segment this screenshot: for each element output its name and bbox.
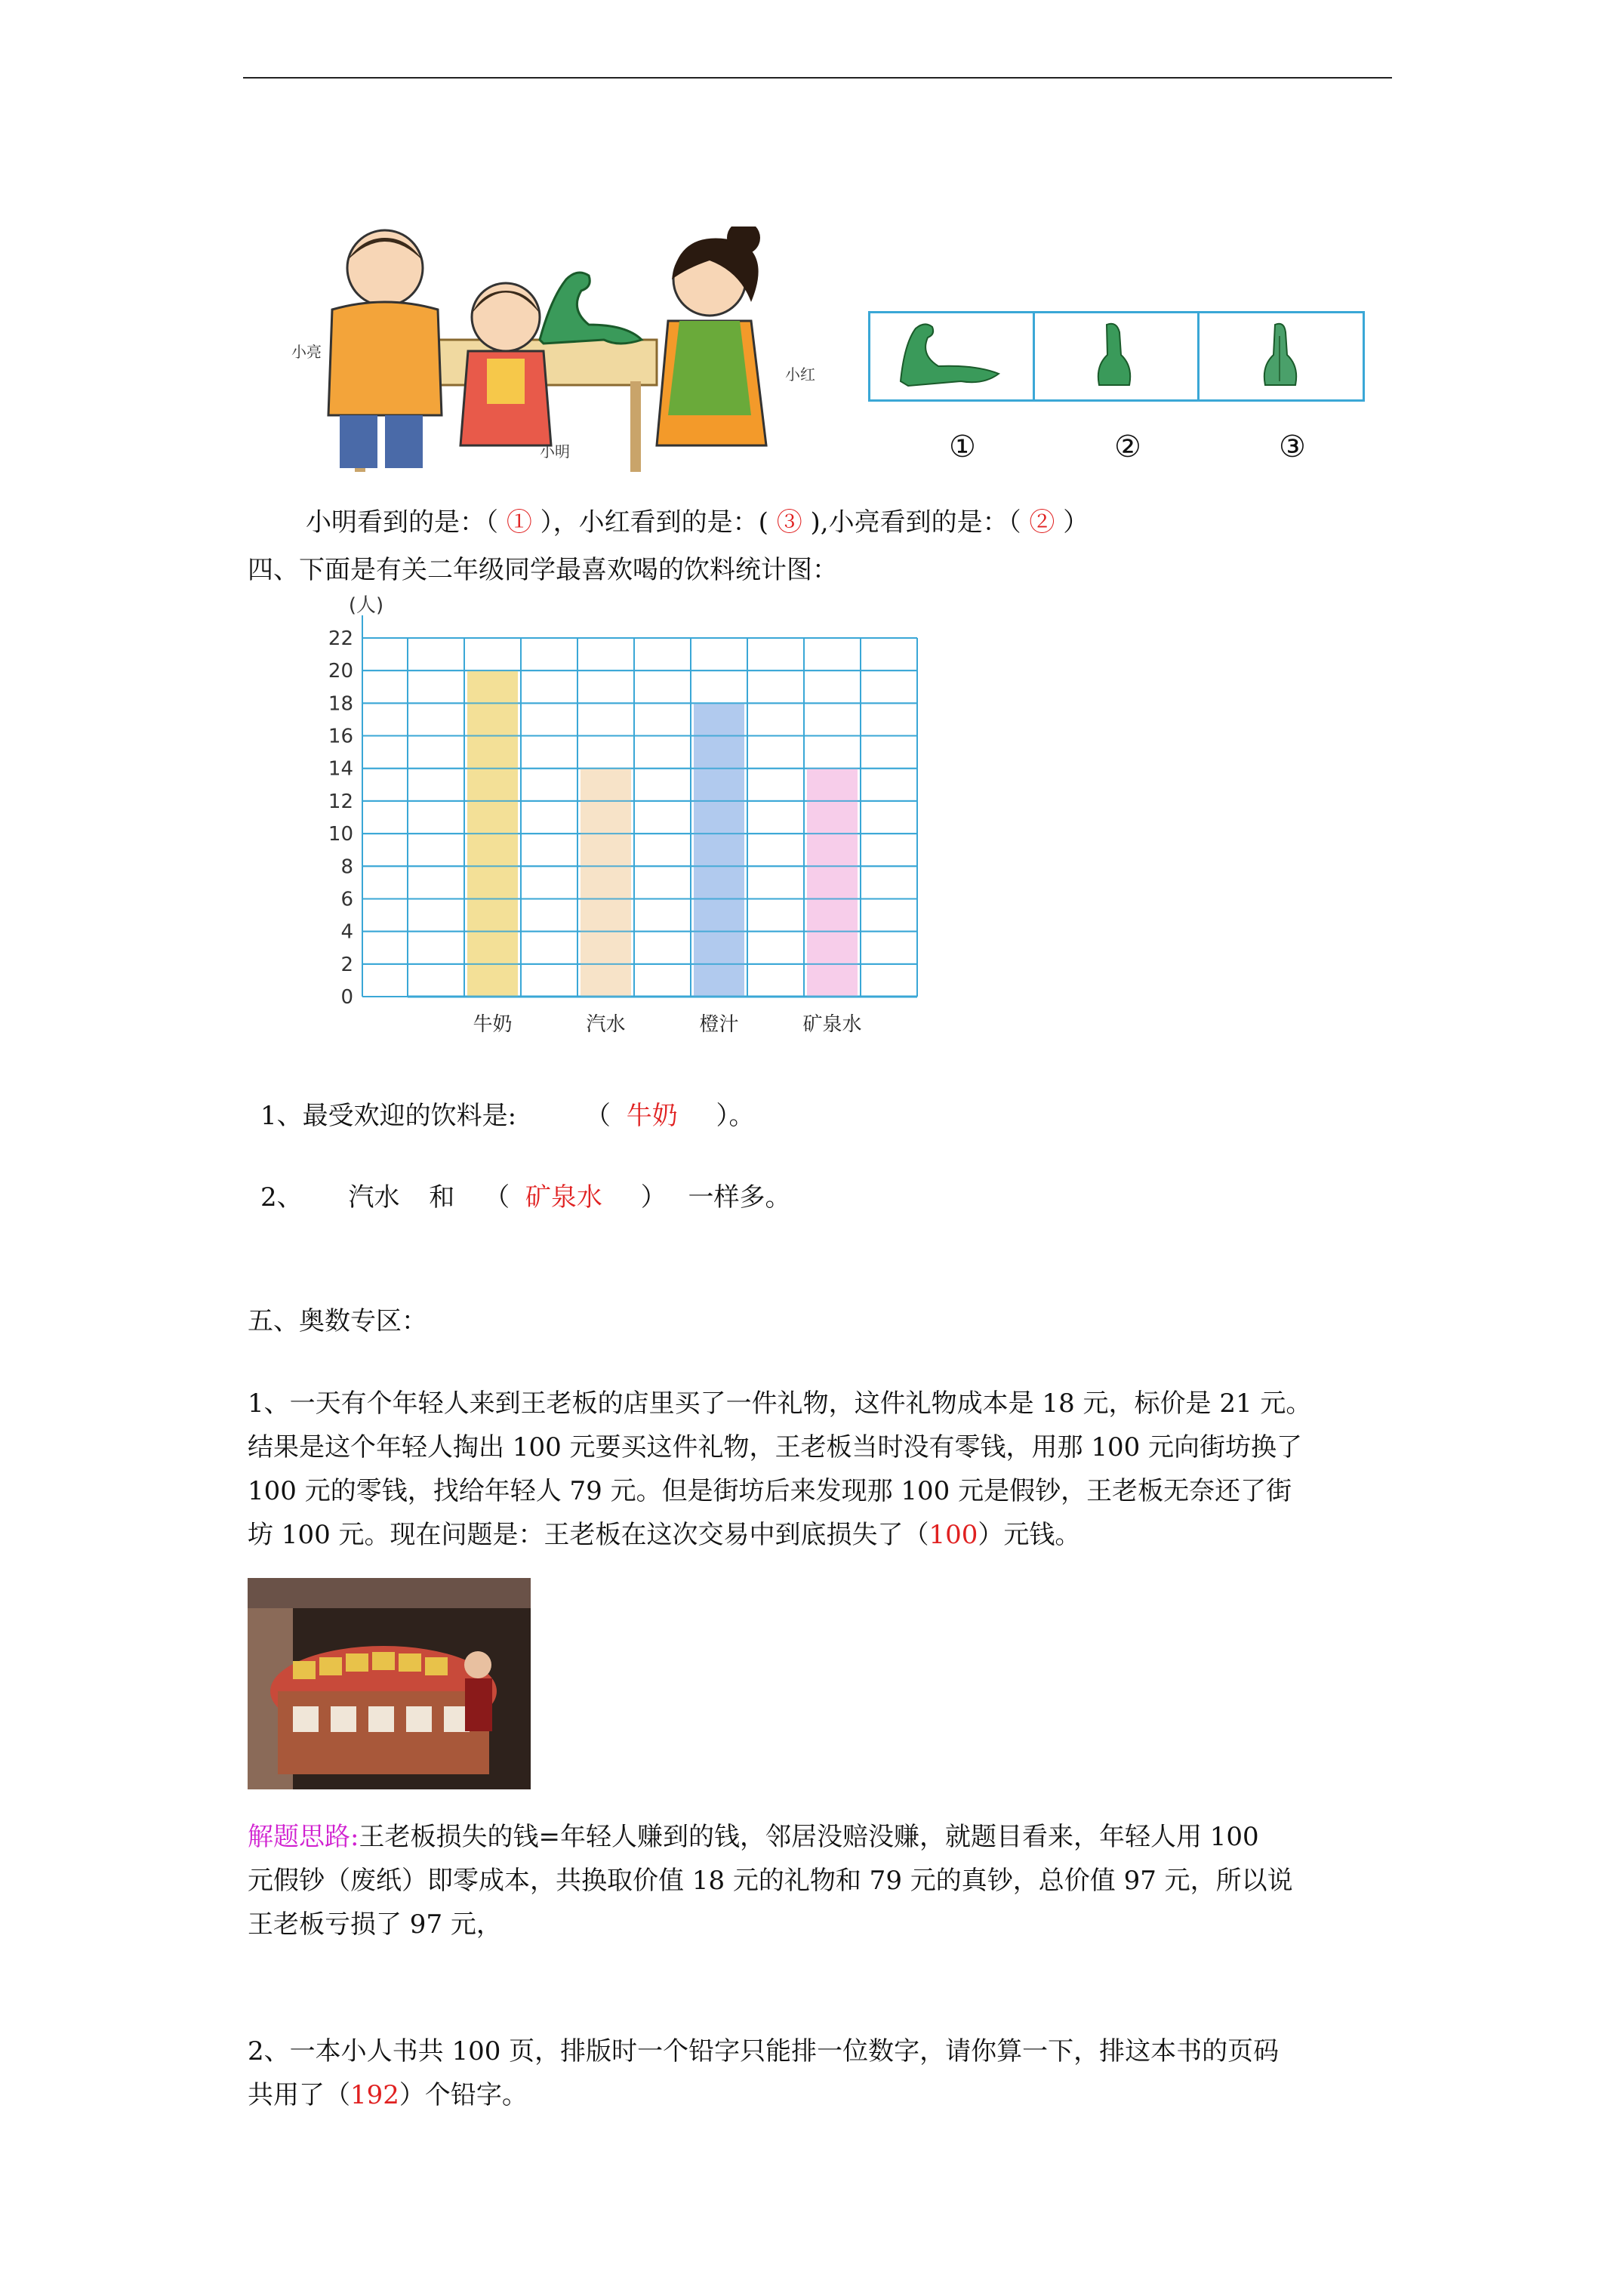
label-xiaoliang: 小亮	[291, 343, 322, 361]
section5-title: 五、奥数专区：	[248, 1306, 427, 1336]
label-xiaoming: 小明	[540, 442, 570, 461]
q4-1-answer: 牛奶	[626, 1101, 678, 1131]
y-tick-label: 14	[328, 757, 353, 781]
option-1-label: ①	[949, 430, 976, 464]
option-3-label: ③	[1279, 430, 1306, 464]
hint-label: 解题思路:	[248, 1822, 359, 1852]
q4-1-open: （	[584, 1101, 611, 1131]
problem-1-line-2: 结果是这个年轻人掏出 100 元要买这件礼物，王老板当时没有零钱，用那 100 元向街坊换了	[248, 1432, 1303, 1462]
problem-1-line-3: 100 元的零钱，找给年轻人 79 元。但是街坊后来发现那 100 元是假钞，王老板无奈还了街	[248, 1476, 1292, 1506]
view-option-1-cell	[870, 313, 1035, 399]
problem-2-line-2-prefix: 共用了（	[248, 2080, 350, 2110]
problem-2-line-2	[248, 2073, 1395, 2117]
bar-4	[807, 769, 858, 997]
q3-answer-xiaohong: ③	[776, 507, 802, 538]
y-tick-label: 2	[340, 953, 353, 976]
problem-2-line-2-suffix: ）个铅字。	[399, 2080, 528, 2110]
y-tick-label: 8	[340, 855, 353, 879]
q3-mid2: ),小亮看到的是：（	[810, 507, 1021, 538]
hint-line-1	[248, 1815, 1395, 1859]
problem-2-answer: 192	[350, 2080, 399, 2110]
bar-2	[581, 769, 631, 997]
q4-2-answer: 矿泉水	[525, 1182, 602, 1213]
y-tick-label: 0	[340, 986, 353, 1009]
y-tick-label: 18	[328, 692, 353, 716]
label-xiaohong: 小红	[785, 365, 815, 384]
y-tick-label: 4	[340, 920, 353, 944]
q3-answer-xiaoming: ①	[506, 507, 532, 538]
q3-end: ）	[1063, 507, 1089, 538]
q4-2-item: 汽水	[348, 1182, 400, 1213]
y-tick-label: 16	[328, 725, 353, 748]
q3-answer-xiaoliang: ②	[1029, 507, 1055, 538]
y-tick-label: 10	[328, 823, 353, 846]
hint-line-1-text: 王老板损失的钱=年轻人赚到的钱，邻居没赔没赚，就题目看来，年轻人用 100	[359, 1822, 1259, 1852]
problem-1-line-1: 1、一天有个年轻人来到王老板的店里买了一件礼物，这件礼物成本是 18 元，标价是 21 元。	[248, 1388, 1312, 1419]
section4-title: 四、下面是有关二年级同学最喜欢喝的饮料统计图：	[248, 555, 838, 585]
header-rule	[243, 77, 1392, 79]
bar-3	[694, 703, 744, 997]
q4-1-close: ）。	[716, 1101, 755, 1131]
shop-photo	[248, 1578, 531, 1789]
q4-1-line	[260, 1099, 755, 1133]
q4-1-label: 1、最受欢迎的饮料是:	[260, 1101, 517, 1131]
dino-back-view-icon	[1200, 313, 1358, 396]
problem-2-line-1: 2、一本小人书共 100 页，排版时一个铅字只能排一位数字，请你算一下，排这本书的页码	[248, 2036, 1280, 2066]
chart-x-labels	[473, 1013, 861, 1036]
hint-block	[248, 1815, 1395, 1946]
problem-1-line-4-suffix: ）元钱。	[978, 1520, 1081, 1550]
dino-front-view-icon	[1035, 313, 1193, 396]
children-illustration	[287, 227, 815, 483]
q4-2-open: （	[484, 1182, 510, 1213]
y-axis-unit-label: (人)	[348, 594, 384, 617]
x-category-label: 矿泉水	[802, 1013, 862, 1036]
view-options-box	[868, 311, 1365, 402]
drink-bar-chart	[317, 585, 921, 1038]
problem-1	[248, 1382, 1395, 1557]
y-tick-label: 22	[328, 627, 353, 650]
problem-2	[248, 2029, 1395, 2117]
x-category-label: 橙汁	[699, 1013, 739, 1036]
q3-mid1: ），小红看到的是：(	[540, 507, 768, 538]
view-option-2-cell	[1035, 313, 1200, 399]
y-tick-label: 12	[328, 790, 353, 813]
y-tick-label: 20	[328, 660, 353, 683]
y-tick-label: 6	[340, 888, 353, 911]
q4-2-close: ）	[640, 1182, 667, 1213]
problem-1-line-4-prefix: 坊 100 元。现在问题是：王老板在这次交易中到底损失了（	[248, 1520, 929, 1550]
q4-2-line	[260, 1181, 791, 1214]
q4-2-and: 和	[429, 1182, 455, 1213]
option-2-label: ②	[1114, 430, 1141, 464]
chart-y-ticks	[328, 627, 353, 1009]
hint-line-2: 元假钞（废纸）即零成本，共换取价值 18 元的礼物和 79 元的真钞，总价值 97 元，所以说	[248, 1866, 1293, 1896]
view-option-3-cell	[1200, 313, 1363, 399]
q4-2-label: 2、	[260, 1182, 303, 1213]
x-category-label: 汽水	[586, 1013, 626, 1036]
q3-answer-line	[306, 506, 1089, 539]
q3-prefix: 小明看到的是：（	[306, 507, 498, 538]
hint-line-3: 王老板亏损了 97 元，	[248, 1909, 502, 1940]
x-category-label: 牛奶	[473, 1013, 513, 1036]
gift-shop-picture	[248, 1578, 531, 1789]
problem-1-answer: 100	[929, 1520, 978, 1550]
problem-1-line-4	[248, 1513, 1395, 1557]
dino-side-view-icon	[870, 313, 1029, 396]
q4-2-end: 一样多。	[688, 1182, 791, 1213]
